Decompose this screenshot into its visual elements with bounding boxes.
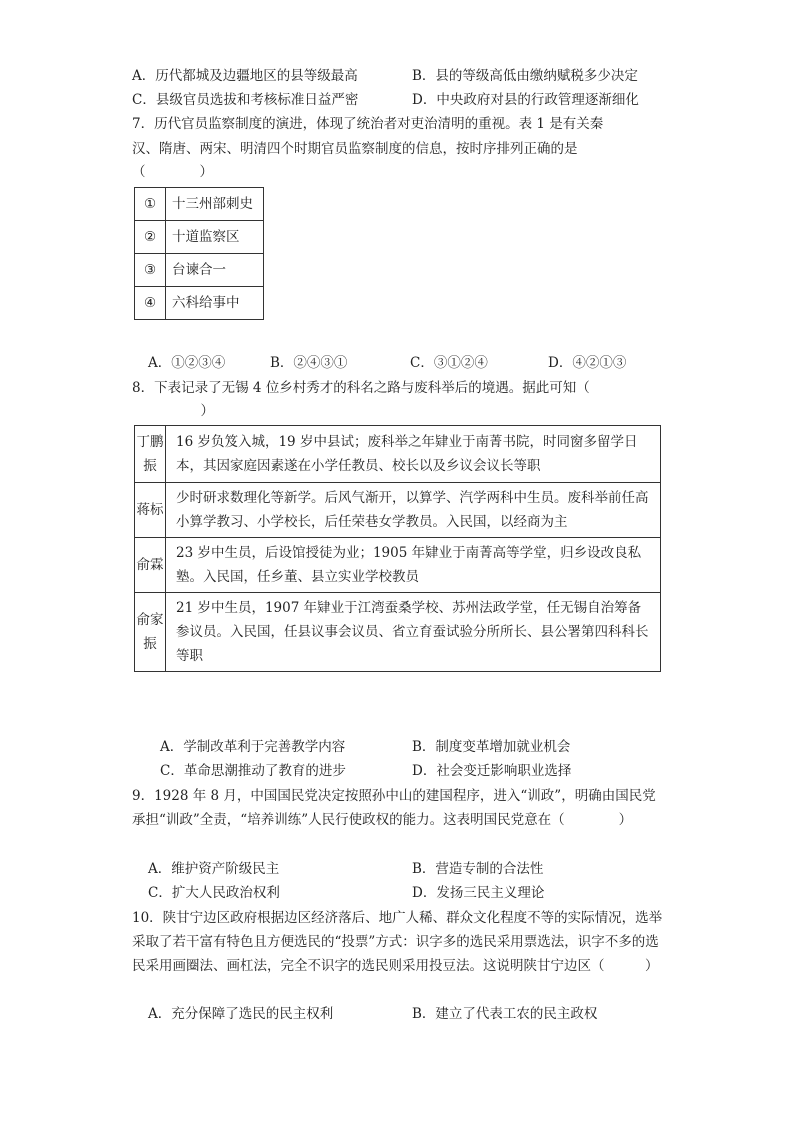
q7-row-text: 十道监察区: [166, 221, 264, 254]
q10-option-a: A．充分保障了选民的民主权利: [148, 1006, 334, 1022]
q8-person-name: 丁鹏振: [135, 426, 166, 483]
q8-table-row: [135, 483, 661, 538]
q8-person-name: 俞霖: [135, 538, 166, 593]
q8-option-a: A．学制改革利于完善教学内容: [160, 739, 346, 755]
q7-row-number: ②: [135, 221, 166, 254]
q8-option-b: B．制度变革增加就业机会: [412, 739, 571, 755]
q9-option-b: B．营造专制的合法性: [412, 861, 544, 877]
q7-row-number: ④: [135, 287, 166, 320]
q7-option-c: C．③①②④: [410, 355, 488, 371]
q8-option-d: D．社会变迁影响职业选择: [412, 763, 572, 779]
q7-table-row: [135, 221, 264, 254]
q7-stem-line2: 汉、隋唐、两宋、明清四个时期官员监察制度的信息，按时序排列正确的是: [132, 141, 578, 157]
q7-stem-line1: 7．历代官员监察制度的演进，体现了统治者对吏治清明的重视。表 1 是有关秦: [132, 116, 604, 132]
q6-option-a: A．历代都城及边疆地区的县等级最高: [132, 68, 358, 84]
q8-option-c: C．革命思潮推动了教育的进步: [160, 763, 346, 779]
q8-stem-line1: 8．下表记录了无锡 4 位乡村秀才的科名之路与废科举后的境遇。据此可知（: [132, 380, 590, 396]
q10-stem: 10．陕甘宁边区政府根据边区经济落后、地广人稀、群众文化程度不等的实际情况，选举采取了若干富有特色且方便选民的“投票”方式：识字多的选民采用票选法，识字不多的选民采用画圈法、画杠法，完全不识字的选民则采用投豆法。这说明陕甘宁边区（ ）: [132, 910, 663, 974]
q7-row-number: ③: [135, 254, 166, 287]
q8-person-description: 少时研求数理化等新学。后风气渐开，以算学、汽学两科中生员。废科举前任高小算学教习、小学校长，后任荣巷女学教员。入民国，以经商为主: [166, 483, 661, 538]
q7-row-text: 十三州部刺史: [166, 188, 264, 221]
q7-row-number: ①: [135, 188, 166, 221]
q8-table-row: [135, 426, 661, 483]
q9-option-d: D．发扬三民主义理论: [412, 885, 545, 901]
q7-table-row: [135, 188, 264, 221]
q7-row-text: 六科给事中: [166, 287, 264, 320]
q8-table-row: [135, 538, 661, 593]
q8-table: [134, 425, 661, 672]
q8-table-row: [135, 593, 661, 672]
q6-option-d: D．中央政府对县的行政管理逐渐细化: [412, 92, 639, 108]
q7-option-b: B．②④③①: [270, 355, 348, 371]
q8-person-description: 23 岁中生员，后设馆授徒为业；1905 年肄业于南菁高等学堂，归乡设改良私塾。入民国，任乡董、县立实业学校教员: [166, 538, 661, 593]
q8-person-name: 蒋标: [135, 483, 166, 538]
q8-person-description: 16 岁负笈入城，19 岁中县试；废科举之年肄业于南菁书院，时同窗多留学日本，其因家庭因素遂在小学任教员、校长以及乡议会议长等职: [166, 426, 661, 483]
q9-stem: 9．1928 年 8 月，中国国民党决定按照孙中山的建国程序，进入“训政”，明确由国民党承担“训政”全责，“培养训练”人民行使政权的能力。这表明国民党意在（ ）: [132, 788, 656, 828]
q7-option-d: D．④②①③: [548, 355, 627, 371]
q6-option-c: C．县级官员选拔和考核标准日益严密: [132, 92, 359, 108]
q6-option-b: B．县的等级高低由缴纳赋税多少决定: [412, 68, 638, 84]
q7-table-row: [135, 254, 264, 287]
q7-stem-line3: （ ）: [132, 164, 213, 180]
q10-option-b: B．建立了代表工农的民主政权: [412, 1006, 598, 1022]
q7-option-a: A．①②③④: [148, 355, 226, 371]
q8-person-name: 俞家振: [135, 593, 166, 672]
q7-table: [134, 187, 264, 320]
q7-row-text: 台谏合一: [166, 254, 264, 287]
q7-table-row: [135, 287, 264, 320]
q9-option-c: C．扩大人民政治权利: [148, 885, 280, 901]
q8-person-description: 21 岁中生员，1907 年肄业于江湾蚕桑学校、苏州法政学堂，任无锡自治筹备参议员。入民国，任县议事会议员、省立育蚕试验分所所长、县公署第四科科长等职: [166, 593, 661, 672]
q9-option-a: A．维护资产阶级民主: [148, 861, 280, 877]
q8-stem-line2: ）: [160, 403, 214, 419]
